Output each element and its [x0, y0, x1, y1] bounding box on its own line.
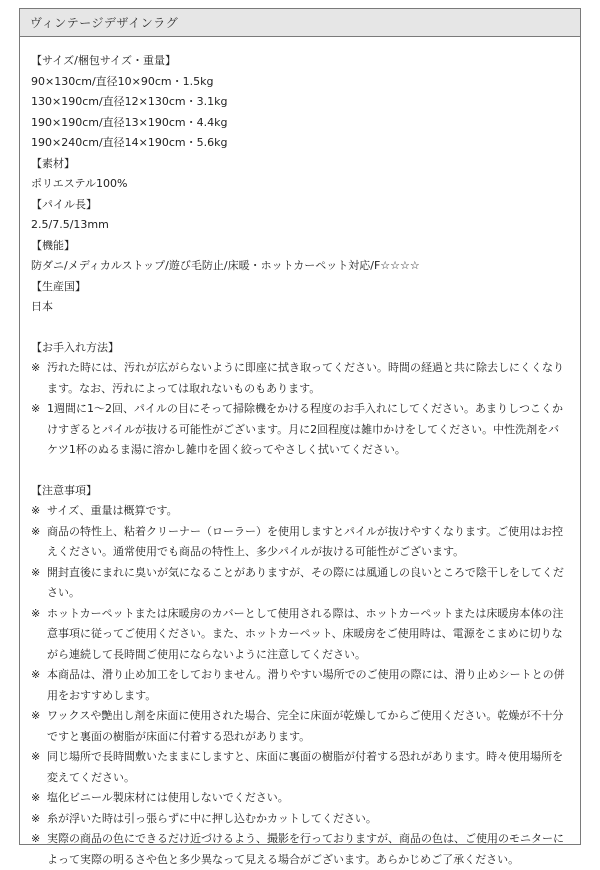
origin-value: 日本 [31, 300, 53, 313]
caution-item-text: 本商品は、滑り止め加工をしておりません。滑りやすい場所でのご使用の際には、滑り止めシートとの併用をおすすめします。 [47, 668, 565, 702]
note-mark: ※ [31, 524, 41, 538]
size-row: 130×190cm/直径12×130cm・3.1kg [31, 95, 228, 108]
care-item [31, 358, 570, 399]
note-mark: ※ [31, 791, 41, 804]
spacer [31, 461, 570, 481]
caution-item-text: 開封直後にまれに臭いが気になることがありますが、その際には風通しの良いところで陰干しをしてください。 [47, 565, 564, 599]
note-mark: ※ [31, 361, 41, 374]
caution-item [31, 604, 570, 666]
size-row: 190×190cm/直径13×190cm・4.4kg [31, 115, 228, 129]
note-mark: ※ [31, 811, 41, 825]
note-mark: ※ [31, 565, 41, 579]
caution-item-text: サイズ、重量は概算です。 [47, 504, 178, 517]
size-row: 90×130cm/直径10×90cm・1.5kg [31, 74, 214, 88]
size-heading: 【サイズ/梱包サイズ・重量】 [31, 54, 176, 67]
panel-title: ヴィンテージデザインラグ [30, 16, 179, 30]
caution-item-text: 商品の特性上、粘着クリーナー（ローラー）を使用しますとパイルが抜けやすくなります。ご使用はお控えください。通常使用でも商品の特性上、多少パイルが抜ける可能性がございます。 [47, 524, 564, 558]
note-mark: ※ [31, 832, 41, 845]
care-item-text: 1週間に1～2回、パイルの目にそって掃除機をかける程度のお手入れにしてください。あまりしつこくかけすぎるとパイルが抜ける可能性がございます。月に2回程度は雑巾かけをしてください。中性洗剤をバケツ1杯のぬるま湯に溶かし雑巾を固く絞ってやさしく拭いてください。 [47, 402, 563, 456]
care-item [31, 399, 570, 461]
caution-item-text: ホットカーペットまたは床暖房のカバーとして使用される際は、ホットカーペットまたは床暖房本体の注意事項に従ってご使用ください。また、ホットカーペット、床暖房をご使用時は、電源をこまめに切りながら連続して長時間ご使用にならないように注意してください。 [47, 606, 564, 661]
pile-heading: 【パイル長】 [31, 197, 97, 211]
caution-item-text: 糸が浮いた時は引っ張らずに中に押し込むかカットしてください。 [47, 811, 377, 825]
caution-item [31, 747, 570, 788]
caution-item-text: ワックスや艶出し剤を床面に使用された場合、完全に床面が乾燥してからご使用ください。乾燥が不十分ですと裏面の樹脂が床面に付着する恐れがあります。 [47, 709, 564, 743]
caution-item [31, 563, 570, 604]
note-mark: ※ [31, 668, 41, 681]
material-value: ポリエステル100% [31, 177, 128, 190]
caution-item-text: 同じ場所で長時間敷いたままにしますと、床面に裏面の樹脂が付着する恐れがあります。時々使用場所を変えてください。 [47, 750, 564, 784]
note-mark: ※ [31, 402, 41, 415]
care-item-text: 汚れた時には、汚れが広がらないように即座に拭き取ってください。時間の経過と共に除去しにくくなります。なお、汚れによっては取れないものもあります。 [47, 361, 564, 395]
panel-content [20, 37, 580, 870]
function-heading: 【機能】 [31, 238, 75, 252]
note-mark: ※ [31, 750, 41, 763]
caution-item [31, 829, 570, 870]
caution-item-text: 実際の商品の色にできるだけ近づけるよう、撮影を行っておりますが、商品の色は、ご使用のモニターによって実際の明るさや色と多少異なって見える場合がございます。あらかじめご了承ください。 [47, 832, 564, 866]
caution-heading: 【注意事項】 [31, 483, 97, 497]
spacer [31, 318, 570, 338]
product-info-panel [19, 8, 581, 866]
caution-item [31, 706, 570, 747]
caution-item-text: 塩化ビニール製床材には使用しないでください。 [47, 791, 289, 804]
caution-item [31, 809, 570, 830]
size-row: 190×240cm/直径14×190cm・5.6kg [31, 136, 228, 149]
panel-header [20, 9, 580, 37]
caution-item [31, 522, 570, 563]
note-mark: ※ [31, 504, 41, 517]
caution-item [31, 501, 570, 522]
caution-item [31, 788, 570, 809]
pile-value: 2.5/7.5/13mm [31, 218, 109, 231]
origin-heading: 【生産国】 [31, 279, 86, 293]
note-mark: ※ [31, 709, 41, 722]
function-value: 防ダニ/メディカルストップ/遊び毛防止/床暖・ホットカーペット対応/F☆☆☆☆ [31, 259, 420, 272]
material-heading: 【素材】 [31, 156, 75, 170]
note-mark: ※ [31, 606, 41, 620]
care-heading: 【お手入れ方法】 [31, 340, 119, 354]
caution-item [31, 665, 570, 706]
